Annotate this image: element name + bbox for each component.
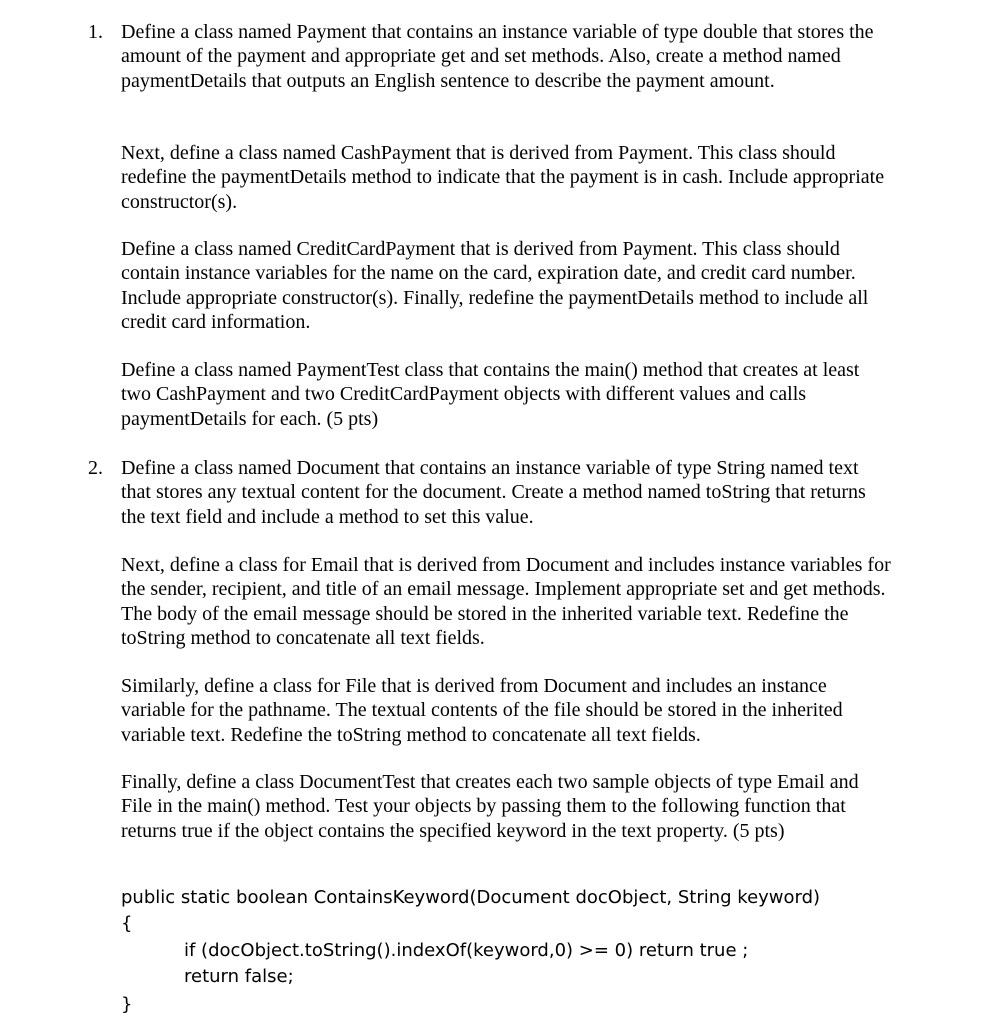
question-2-paragraph-3: Similarly, define a class for File that is derived from Document and includes an instance variable for the pathname. The textual contents of the file should be stored in the inherited variable text. Redefine the toString method to concatenate all text fields. (121, 675, 843, 746)
question-1-paragraph-4: Define a class named PaymentTest class that contains the main() method that creates at least two CashPayment and two CreditCardPayment objects with different values and calls paymentDetails for each. (5 pts) (121, 359, 860, 430)
code-signature: public static boolean ContainsKeyword(Document docObject, String keyword) (121, 887, 821, 908)
code-close-brace: } (121, 994, 133, 1015)
question-number: 2. (88, 457, 103, 479)
question-1-paragraph-2: Next, define a class named CashPayment that is derived from Payment. This class should redefine the paymentDetails method to indicate that the payment is in cash. Include appropriate constructor(s). (121, 142, 885, 213)
question-2-paragraph-2: Next, define a class for Email that is derived from Document and includes instance variables for the sender, recipient, and title of an email message. Implement appropriate set and get methods. The body of the email message should be stored in the inherited variable text. Redefine the toString method to concatenate all text fields. (121, 554, 891, 649)
code-line-1: if (docObject.toString().indexOf(keyword,0) >= 0) return true ; (184, 940, 749, 961)
code-line-2: return false; (184, 966, 294, 987)
question-1-paragraph-1: Define a class named Payment that contains an instance variable of type double that stores the amount of the payment and appropriate get and set methods. Also, create a method named paymentDetails that outputs an English sentence to describe the payment amount. (121, 21, 874, 92)
question-number: 1. (88, 21, 103, 43)
question-1-paragraph-3: Define a class named CreditCardPayment that is derived from Payment. This class should contain instance variables for the name on the card, expiration date, and credit card number. Include appropriate constructor(s). Finally, redefine the paymentDetails method to include all credit card information. (121, 238, 869, 333)
question-2-paragraph-1: Define a class named Document that contains an instance variable of type String named text that stores any textual content for the document. Create a method named toString that returns the text field and include a method to set this value. (121, 457, 866, 528)
code-open-brace: { (121, 913, 133, 934)
question-2-paragraph-4: Finally, define a class DocumentTest that creates each two sample objects of type Email and File in the main() method. Test your objects by passing them to the following function that returns true if the object contains the specified keyword in the text property. (5 pts) (121, 771, 859, 842)
